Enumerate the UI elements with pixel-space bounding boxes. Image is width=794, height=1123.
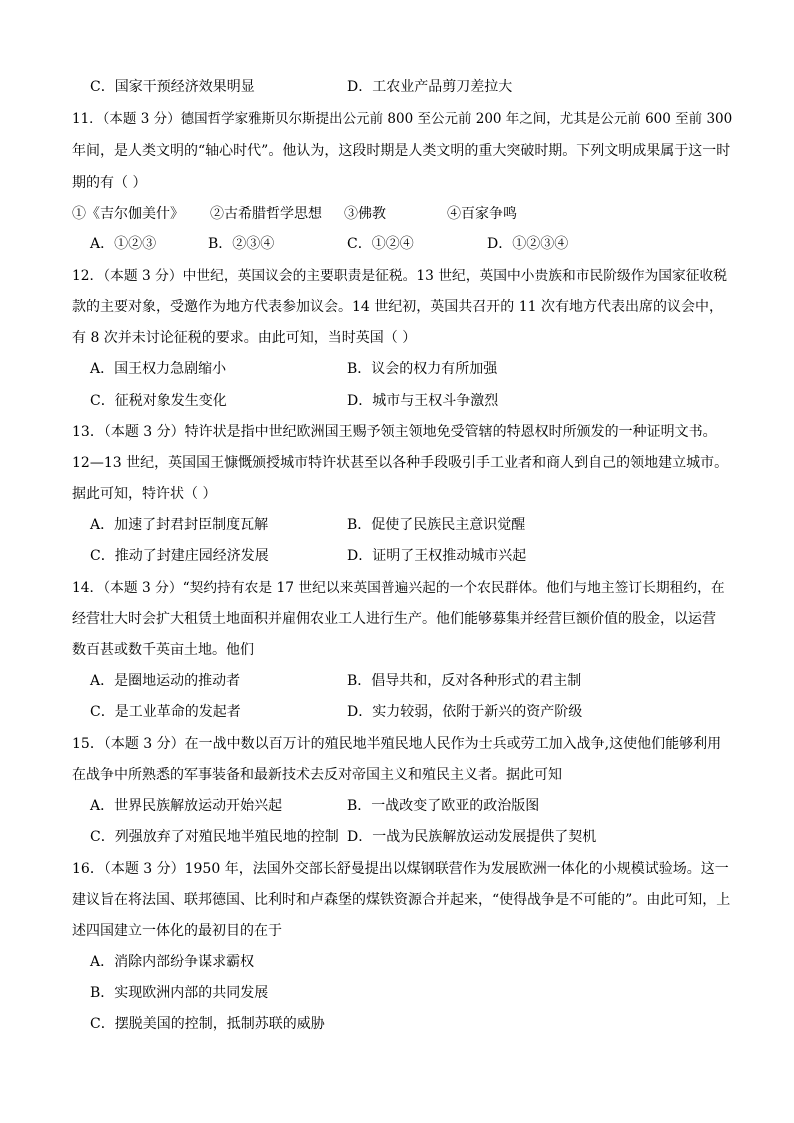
q16-option-b: B．实现欧洲内部的共同发展 <box>90 985 269 1001</box>
q16-stem-line-1: 16．（本题 3 分）1950 年，法国外交部长舒曼提出以煤钢联营作为发展欧洲一体化的小规模试验场。这一 <box>72 861 729 877</box>
q14-option-c: C．是工业革命的发起者 <box>90 704 241 720</box>
q16-stem-line-2: 建议旨在将法国、联邦德国、比利时和卢森堡的煤铁资源合并起来，“使得战争是不可能的”。由此可知，上 <box>72 892 731 908</box>
q11-option-d: D．①②③④ <box>487 236 569 252</box>
q15-option-c: C．列强放弃了对殖民地半殖民地的控制 <box>90 829 339 845</box>
q12-stem-line-2: 款的主要对象，受邀作为地方代表参加议会。14 世纪初，英国共召开的 11 次有地方代表出席的议会中， <box>72 299 723 315</box>
q11-item-1: ①《吉尔伽美什》 <box>72 206 184 222</box>
q13-stem-line-1: 13．（本题 3 分）特许状是指中世纪欧洲国王赐予领主领地免受管辖的特恩权时所颁发的一种证明文书。 <box>72 424 717 440</box>
q15-stem-line-1: 15．（本题 3 分）在一战中数以百万计的殖民地半殖民地人民作为士兵或劳工加入战争,这使他们能够利用 <box>72 736 722 752</box>
q14-stem-line-3: 数百甚或数千英亩土地。他们 <box>72 642 254 658</box>
q14-option-a: A．是圈地运动的推动者 <box>90 673 241 689</box>
q13-option-c: C．推动了封建庄园经济发展 <box>90 548 269 564</box>
q11-stem-line-3: 期的有（ ） <box>72 175 147 191</box>
q12-option-c: C．征税对象发生变化 <box>90 393 227 409</box>
q11-item-2: ②古希腊哲学思想 <box>210 206 322 222</box>
q16-option-c: C．摆脱美国的控制，抵制苏联的威胁 <box>90 1016 325 1032</box>
q12-option-a: A．国王权力急剧缩小 <box>90 361 227 377</box>
q14-stem-line-2: 经营壮大时会扩大租赁土地面积并雇佣农业工人进行生产。他们能够募集并经营巨额价值的股金，以运营 <box>72 611 716 627</box>
q12-option-d: D．城市与王权斗争激烈 <box>347 393 499 409</box>
q15-option-b: B．一战改变了欧亚的政治版图 <box>347 798 540 814</box>
q13-option-b: B．促使了民族民主意识觉醒 <box>347 517 526 533</box>
q14-stem-line-1: 14．（本题 3 分）“契约持有农是 17 世纪以来英国普遍兴起的一个农民群体。他们与地主签订长期租约，在 <box>72 580 725 596</box>
q12-option-b: B．议会的权力有所加强 <box>347 361 498 377</box>
q16-stem-line-3: 述四国建立一体化的最初目的在于 <box>72 923 282 939</box>
q13-stem-line-2: 12—13 世纪，英国国王慷慨颁授城市特许状甚至以各种手段吸引手工业者和商人到自己的领地建立城市。 <box>72 455 729 471</box>
q12-stem-line-3: 有 8 次并未讨论征税的要求。由此可知，当时英国（ ） <box>72 330 417 346</box>
q14-option-b: B．倡导共和，反对各种形式的君主制 <box>347 673 582 689</box>
q12-stem-line-1: 12．（本题 3 分）中世纪，英国议会的主要职责是征税。13 世纪，英国中小贵族和市民阶级作为国家征收税 <box>72 268 727 284</box>
q13-option-a: A．加速了封君封臣制度瓦解 <box>90 517 269 533</box>
q11-option-b: B．②③④ <box>208 236 275 252</box>
q11-option-c: C．①②④ <box>347 236 414 252</box>
q13-option-d: D．证明了王权推动城市兴起 <box>347 548 527 564</box>
q16-option-a: A．消除内部纷争谋求霸权 <box>90 954 255 970</box>
q15-option-d: D．一战为民族解放运动发展提供了契机 <box>347 829 597 845</box>
q15-stem-line-2: 在战争中所熟悉的军事装备和最新技术去反对帝国主义和殖民主义者。据此可知 <box>72 767 562 783</box>
q15-option-a: A．世界民族解放运动开始兴起 <box>90 798 283 814</box>
q10-option-c: C．国家干预经济效果明显 <box>90 79 255 95</box>
q11-item-4: ④百家争鸣 <box>447 206 517 222</box>
q11-item-3: ③佛教 <box>344 206 386 222</box>
q11-stem-line-2: 年间，是人类文明的“轴心时代”。他认为，这段时期是人类文明的重大突破时期。下列文明成果属于这一时 <box>72 143 731 159</box>
q10-option-d: D．工农业产品剪刀差拉大 <box>347 79 513 95</box>
q11-option-a: A．①②③ <box>90 236 157 252</box>
q13-stem-line-3: 据此可知，特许状（ ） <box>72 486 217 502</box>
q14-option-d: D．实力较弱，依附于新兴的资产阶级 <box>347 704 583 720</box>
q11-stem-line-1: 11．（本题 3 分）德国哲学家雅斯贝尔斯提出公元前 800 至公元前 200 年之间，尤其是公元前 600 至前 300 <box>72 111 733 127</box>
